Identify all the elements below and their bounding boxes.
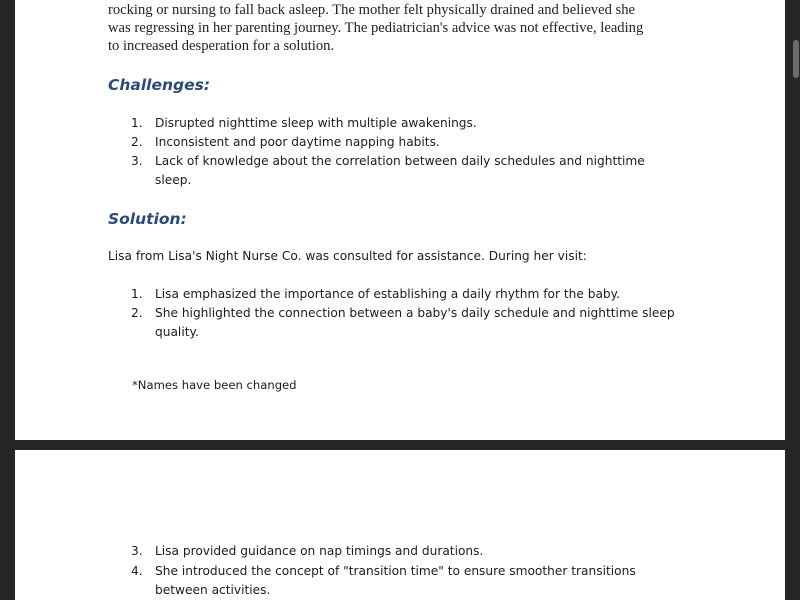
scrollbar-thumb[interactable] bbox=[793, 40, 799, 78]
list-text: Lisa provided guidance on nap timings and durations. bbox=[155, 544, 484, 558]
solution-item bbox=[131, 542, 691, 561]
challenge-item bbox=[131, 114, 691, 133]
list-number: 3. bbox=[131, 544, 143, 558]
intro-line: to increased desperation for a solution. bbox=[108, 38, 335, 54]
list-text: She highlighted the connection between a baby's daily schedule and nighttime sleep quality. bbox=[155, 306, 675, 339]
footnote: *Names have been changed bbox=[132, 378, 297, 392]
list-text: Inconsistent and poor daytime napping habits. bbox=[155, 135, 440, 149]
intro-paragraph bbox=[108, 1, 698, 55]
list-number: 2. bbox=[131, 135, 143, 149]
solution-item bbox=[131, 562, 671, 600]
list-number: 4. bbox=[131, 564, 143, 578]
solution-intro: Lisa from Lisa's Night Nurse Co. was consulted for assistance. During her visit: bbox=[108, 249, 587, 263]
solution-item bbox=[131, 285, 691, 304]
solution-item bbox=[131, 304, 706, 342]
list-number: 1. bbox=[131, 287, 143, 301]
challenges-heading: Challenges: bbox=[108, 76, 211, 94]
challenge-item bbox=[131, 133, 691, 152]
list-text: Lack of knowledge about the correlation between daily schedules and nighttime sleep. bbox=[155, 154, 645, 187]
solution-heading: Solution: bbox=[108, 210, 187, 228]
intro-line: was regressing in her parenting journey. The pediatrician's advice was not effective, leading bbox=[108, 20, 644, 36]
document-page-1 bbox=[15, 0, 785, 440]
list-number: 1. bbox=[131, 116, 143, 130]
list-number: 2. bbox=[131, 306, 143, 320]
list-text: Disrupted nighttime sleep with multiple awakenings. bbox=[155, 116, 477, 130]
intro-line: rocking or nursing to fall back asleep. The mother felt physically drained and believed she bbox=[108, 2, 635, 18]
list-text: Lisa emphasized the importance of establishing a daily rhythm for the baby. bbox=[155, 287, 620, 301]
list-text: She introduced the concept of "transition time" to ensure smoother transitions between activities. bbox=[155, 564, 636, 597]
list-number: 3. bbox=[131, 154, 143, 168]
vertical-scrollbar[interactable] bbox=[793, 0, 800, 600]
document-page-2 bbox=[15, 450, 785, 600]
challenge-item bbox=[131, 152, 671, 190]
